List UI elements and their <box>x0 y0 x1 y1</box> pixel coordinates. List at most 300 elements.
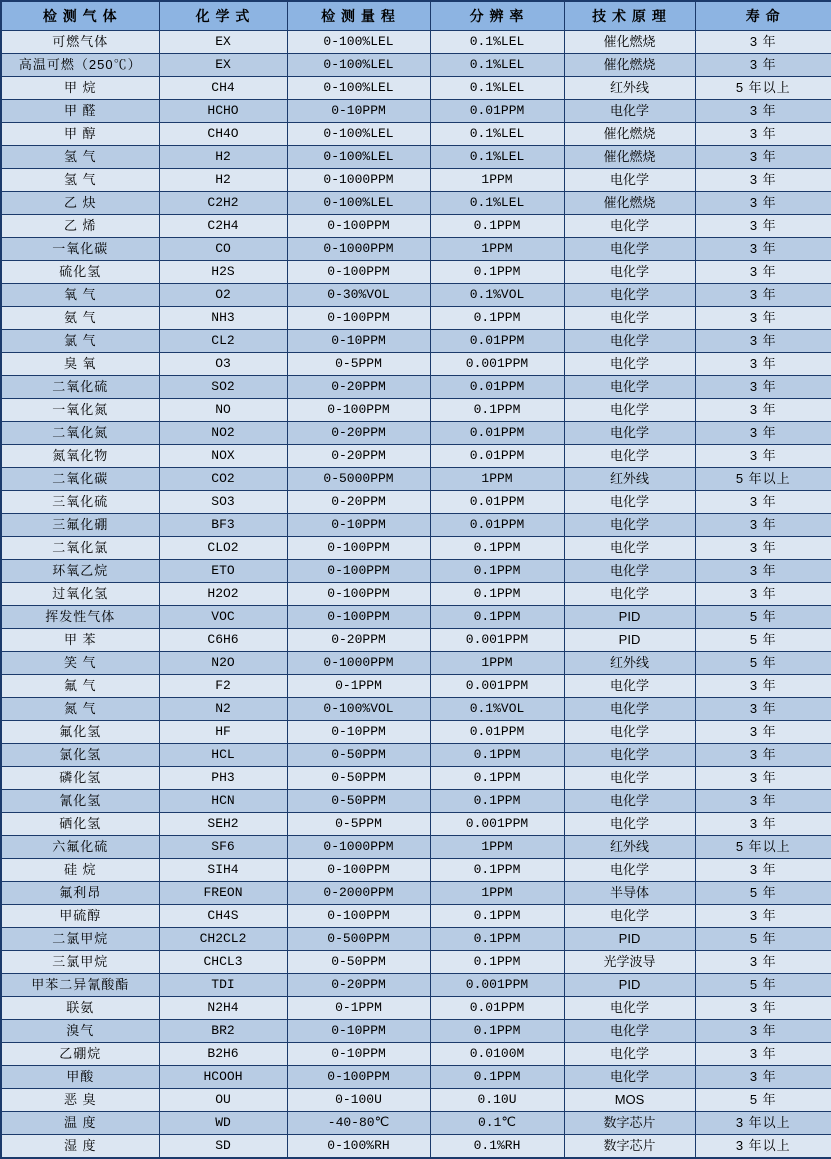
cell-technology: 催化燃烧 <box>564 31 695 54</box>
table-row <box>1 31 831 54</box>
table-row <box>1 560 831 583</box>
cell-chemical-formula: CL2 <box>159 330 287 353</box>
table-row <box>1 307 831 330</box>
table-header <box>1 1 831 31</box>
cell-lifespan: 5 年 <box>695 652 831 675</box>
cell-gas-name: 环氧乙烷 <box>1 560 159 583</box>
table-row <box>1 882 831 905</box>
cell-chemical-formula: SIH4 <box>159 859 287 882</box>
cell-gas-name: 硒化氢 <box>1 813 159 836</box>
cell-lifespan: 3 年 <box>695 445 831 468</box>
table-row <box>1 491 831 514</box>
cell-technology: 电化学 <box>564 813 695 836</box>
cell-gas-name: 硅 烷 <box>1 859 159 882</box>
cell-resolution: 0.001PPM <box>430 675 564 698</box>
cell-chemical-formula: HCHO <box>159 100 287 123</box>
cell-lifespan: 5 年 <box>695 629 831 652</box>
cell-gas-name: 可燃气体 <box>1 31 159 54</box>
table-row <box>1 169 831 192</box>
cell-detection-range: 0-100%VOL <box>287 698 430 721</box>
cell-lifespan: 3 年 <box>695 744 831 767</box>
cell-resolution: 0.1PPM <box>430 951 564 974</box>
cell-resolution: 0.1%LEL <box>430 31 564 54</box>
cell-chemical-formula: B2H6 <box>159 1043 287 1066</box>
cell-detection-range: 0-1000PPM <box>287 652 430 675</box>
cell-detection-range: 0-20PPM <box>287 974 430 997</box>
cell-detection-range: 0-100PPM <box>287 215 430 238</box>
cell-detection-range: 0-100PPM <box>287 261 430 284</box>
cell-detection-range: 0-20PPM <box>287 445 430 468</box>
cell-chemical-formula: EX <box>159 31 287 54</box>
cell-chemical-formula: WD <box>159 1112 287 1135</box>
table-row <box>1 100 831 123</box>
cell-chemical-formula: ETO <box>159 560 287 583</box>
cell-resolution: 1PPM <box>430 468 564 491</box>
table-row <box>1 54 831 77</box>
cell-resolution: 0.1PPM <box>430 767 564 790</box>
cell-resolution: 0.01PPM <box>430 997 564 1020</box>
cell-lifespan: 5 年 <box>695 928 831 951</box>
column-header-lifespan: 寿 命 <box>695 1 831 31</box>
cell-technology: 光学波导 <box>564 951 695 974</box>
cell-detection-range: 0-10PPM <box>287 1043 430 1066</box>
cell-chemical-formula: N2H4 <box>159 997 287 1020</box>
cell-gas-name: 氟 气 <box>1 675 159 698</box>
cell-lifespan: 3 年 <box>695 1020 831 1043</box>
cell-technology: 数字芯片 <box>564 1135 695 1159</box>
cell-technology: 红外线 <box>564 652 695 675</box>
cell-lifespan: 5 年 <box>695 1089 831 1112</box>
cell-gas-name: 一氧化碳 <box>1 238 159 261</box>
cell-resolution: 0.1PPM <box>430 606 564 629</box>
table-row <box>1 1112 831 1135</box>
table-row <box>1 353 831 376</box>
cell-lifespan: 3 年 <box>695 790 831 813</box>
cell-chemical-formula: HCOOH <box>159 1066 287 1089</box>
cell-resolution: 0.1PPM <box>430 307 564 330</box>
cell-chemical-formula: CHCL3 <box>159 951 287 974</box>
cell-lifespan: 3 年 <box>695 422 831 445</box>
cell-resolution: 0.1PPM <box>430 859 564 882</box>
cell-lifespan: 3 年 <box>695 238 831 261</box>
cell-resolution: 0.1PPM <box>430 905 564 928</box>
cell-lifespan: 3 年 <box>695 859 831 882</box>
cell-chemical-formula: BF3 <box>159 514 287 537</box>
cell-detection-range: 0-100%LEL <box>287 77 430 100</box>
cell-lifespan: 3 年 <box>695 813 831 836</box>
cell-detection-range: 0-5000PPM <box>287 468 430 491</box>
cell-gas-name: 联氨 <box>1 997 159 1020</box>
cell-detection-range: 0-20PPM <box>287 491 430 514</box>
cell-detection-range: 0-100%LEL <box>287 54 430 77</box>
cell-technology: 电化学 <box>564 100 695 123</box>
cell-chemical-formula: SF6 <box>159 836 287 859</box>
column-header-gas-name: 检 测 气 体 <box>1 1 159 31</box>
table-row <box>1 836 831 859</box>
column-header-detection-range: 检 测 量 程 <box>287 1 430 31</box>
cell-detection-range: 0-50PPM <box>287 951 430 974</box>
cell-detection-range: 0-100%RH <box>287 1135 430 1159</box>
cell-resolution: 0.1PPM <box>430 537 564 560</box>
cell-detection-range: 0-100U <box>287 1089 430 1112</box>
table-row <box>1 445 831 468</box>
cell-gas-name: 氯化氢 <box>1 744 159 767</box>
cell-resolution: 0.1%VOL <box>430 698 564 721</box>
cell-gas-name: 三氧化硫 <box>1 491 159 514</box>
cell-technology: 半导体 <box>564 882 695 905</box>
cell-chemical-formula: SO3 <box>159 491 287 514</box>
cell-technology: 数字芯片 <box>564 1112 695 1135</box>
cell-technology: 电化学 <box>564 1066 695 1089</box>
cell-detection-range: 0-50PPM <box>287 767 430 790</box>
cell-technology: PID <box>564 974 695 997</box>
cell-technology: 电化学 <box>564 284 695 307</box>
cell-lifespan: 3 年 <box>695 261 831 284</box>
cell-gas-name: 氨 气 <box>1 307 159 330</box>
cell-technology: 电化学 <box>564 1020 695 1043</box>
cell-resolution: 0.1%LEL <box>430 77 564 100</box>
cell-detection-range: 0-10PPM <box>287 514 430 537</box>
cell-resolution: 0.01PPM <box>430 721 564 744</box>
cell-gas-name: 笑 气 <box>1 652 159 675</box>
cell-resolution: 0.001PPM <box>430 813 564 836</box>
table-row <box>1 537 831 560</box>
cell-chemical-formula: SO2 <box>159 376 287 399</box>
cell-chemical-formula: H2S <box>159 261 287 284</box>
cell-lifespan: 3 年 <box>695 583 831 606</box>
cell-gas-name: 二氯甲烷 <box>1 928 159 951</box>
cell-chemical-formula: BR2 <box>159 1020 287 1043</box>
cell-gas-name: 挥发性气体 <box>1 606 159 629</box>
cell-chemical-formula: H2 <box>159 146 287 169</box>
cell-chemical-formula: H2 <box>159 169 287 192</box>
cell-lifespan: 3 年 <box>695 284 831 307</box>
cell-detection-range: 0-5PPM <box>287 813 430 836</box>
cell-lifespan: 3 年 <box>695 514 831 537</box>
cell-resolution: 0.1PPM <box>430 790 564 813</box>
cell-detection-range: 0-100PPM <box>287 606 430 629</box>
cell-resolution: 0.01PPM <box>430 100 564 123</box>
table-row <box>1 284 831 307</box>
cell-resolution: 0.01PPM <box>430 514 564 537</box>
cell-technology: 红外线 <box>564 836 695 859</box>
cell-resolution: 0.1PPM <box>430 744 564 767</box>
cell-resolution: 0.1PPM <box>430 399 564 422</box>
table-row <box>1 744 831 767</box>
cell-detection-range: 0-1PPM <box>287 997 430 1020</box>
cell-chemical-formula: TDI <box>159 974 287 997</box>
cell-detection-range: 0-100PPM <box>287 307 430 330</box>
cell-resolution: 0.001PPM <box>430 974 564 997</box>
cell-chemical-formula: NO <box>159 399 287 422</box>
cell-detection-range: 0-100PPM <box>287 583 430 606</box>
table-row <box>1 146 831 169</box>
table-row <box>1 514 831 537</box>
cell-resolution: 0.1PPM <box>430 261 564 284</box>
cell-technology: 电化学 <box>564 1043 695 1066</box>
cell-resolution: 0.01PPM <box>430 491 564 514</box>
cell-gas-name: 甲 烷 <box>1 77 159 100</box>
table-row <box>1 1020 831 1043</box>
cell-chemical-formula: N2 <box>159 698 287 721</box>
cell-resolution: 0.1PPM <box>430 215 564 238</box>
cell-chemical-formula: NOX <box>159 445 287 468</box>
cell-gas-name: 乙 烯 <box>1 215 159 238</box>
cell-chemical-formula: CH4S <box>159 905 287 928</box>
cell-technology: 电化学 <box>564 491 695 514</box>
cell-resolution: 0.1PPM <box>430 1066 564 1089</box>
cell-detection-range: 0-100%LEL <box>287 123 430 146</box>
cell-lifespan: 3 年 <box>695 560 831 583</box>
cell-chemical-formula: CH2CL2 <box>159 928 287 951</box>
cell-detection-range: 0-5PPM <box>287 353 430 376</box>
table-row <box>1 238 831 261</box>
cell-lifespan: 5 年以上 <box>695 836 831 859</box>
cell-lifespan: 3 年 <box>695 951 831 974</box>
table-row <box>1 261 831 284</box>
cell-gas-name: 甲 苯 <box>1 629 159 652</box>
table-row <box>1 1135 831 1159</box>
cell-technology: 催化燃烧 <box>564 146 695 169</box>
cell-detection-range: 0-500PPM <box>287 928 430 951</box>
cell-resolution: 1PPM <box>430 836 564 859</box>
cell-resolution: 0.01PPM <box>430 445 564 468</box>
cell-chemical-formula: N2O <box>159 652 287 675</box>
cell-lifespan: 3 年 <box>695 698 831 721</box>
table-row <box>1 1043 831 1066</box>
cell-technology: 电化学 <box>564 353 695 376</box>
table-row <box>1 951 831 974</box>
cell-gas-name: 乙 炔 <box>1 192 159 215</box>
cell-chemical-formula: CLO2 <box>159 537 287 560</box>
cell-detection-range: 0-100PPM <box>287 560 430 583</box>
table-row <box>1 1066 831 1089</box>
cell-gas-name: 氮氧化物 <box>1 445 159 468</box>
cell-technology: 电化学 <box>564 261 695 284</box>
cell-lifespan: 3 年 <box>695 54 831 77</box>
cell-lifespan: 5 年 <box>695 882 831 905</box>
cell-technology: 电化学 <box>564 905 695 928</box>
cell-resolution: 1PPM <box>430 652 564 675</box>
cell-resolution: 1PPM <box>430 169 564 192</box>
cell-technology: 电化学 <box>564 767 695 790</box>
cell-chemical-formula: VOC <box>159 606 287 629</box>
table-header-row <box>1 1 831 31</box>
cell-lifespan: 5 年 <box>695 606 831 629</box>
cell-gas-name: 恶 臭 <box>1 1089 159 1112</box>
cell-detection-range: 0-100PPM <box>287 905 430 928</box>
cell-chemical-formula: O2 <box>159 284 287 307</box>
cell-gas-name: 二氧化碳 <box>1 468 159 491</box>
table-row <box>1 813 831 836</box>
table-row <box>1 767 831 790</box>
cell-resolution: 0.01PPM <box>430 376 564 399</box>
cell-technology: 电化学 <box>564 859 695 882</box>
cell-lifespan: 5 年 <box>695 974 831 997</box>
cell-technology: 电化学 <box>564 698 695 721</box>
column-header-technology: 技 术 原 理 <box>564 1 695 31</box>
cell-technology: 红外线 <box>564 468 695 491</box>
cell-gas-name: 过氧化氢 <box>1 583 159 606</box>
cell-lifespan: 3 年 <box>695 146 831 169</box>
cell-chemical-formula: NO2 <box>159 422 287 445</box>
cell-technology: 电化学 <box>564 376 695 399</box>
table-row <box>1 790 831 813</box>
cell-chemical-formula: HF <box>159 721 287 744</box>
cell-detection-range: 0-10PPM <box>287 721 430 744</box>
cell-lifespan: 3 年 <box>695 215 831 238</box>
cell-lifespan: 3 年 <box>695 491 831 514</box>
cell-gas-name: 溴气 <box>1 1020 159 1043</box>
cell-technology: 电化学 <box>564 399 695 422</box>
cell-lifespan: 3 年 <box>695 353 831 376</box>
cell-gas-name: 六氟化硫 <box>1 836 159 859</box>
cell-technology: 电化学 <box>564 169 695 192</box>
cell-resolution: 0.1%LEL <box>430 54 564 77</box>
cell-gas-name: 氟利昂 <box>1 882 159 905</box>
cell-chemical-formula: OU <box>159 1089 287 1112</box>
cell-detection-range: 0-1000PPM <box>287 836 430 859</box>
cell-resolution: 0.1%VOL <box>430 284 564 307</box>
cell-gas-name: 氯 气 <box>1 330 159 353</box>
cell-resolution: 0.1%LEL <box>430 192 564 215</box>
table-row <box>1 928 831 951</box>
cell-detection-range: 0-1000PPM <box>287 169 430 192</box>
table-row <box>1 330 831 353</box>
cell-technology: 电化学 <box>564 445 695 468</box>
cell-detection-range: 0-100%LEL <box>287 192 430 215</box>
table-row <box>1 399 831 422</box>
cell-technology: 电化学 <box>564 330 695 353</box>
cell-gas-name: 氟化氢 <box>1 721 159 744</box>
cell-detection-range: 0-100PPM <box>287 537 430 560</box>
cell-gas-name: 二氧化氯 <box>1 537 159 560</box>
cell-gas-name: 氢 气 <box>1 146 159 169</box>
table-row <box>1 77 831 100</box>
cell-resolution: 0.1%LEL <box>430 123 564 146</box>
table-row <box>1 123 831 146</box>
table-row <box>1 629 831 652</box>
cell-technology: 电化学 <box>564 560 695 583</box>
cell-chemical-formula: CO <box>159 238 287 261</box>
cell-lifespan: 3 年 <box>695 31 831 54</box>
cell-chemical-formula: NH3 <box>159 307 287 330</box>
cell-detection-range: 0-20PPM <box>287 629 430 652</box>
cell-resolution: 0.10U <box>430 1089 564 1112</box>
cell-gas-name: 一氧化氮 <box>1 399 159 422</box>
cell-lifespan: 5 年以上 <box>695 77 831 100</box>
cell-chemical-formula: PH3 <box>159 767 287 790</box>
cell-lifespan: 3 年 <box>695 192 831 215</box>
cell-technology: 电化学 <box>564 744 695 767</box>
cell-lifespan: 3 年 <box>695 767 831 790</box>
table-row <box>1 192 831 215</box>
cell-lifespan: 3 年 <box>695 537 831 560</box>
cell-resolution: 1PPM <box>430 882 564 905</box>
cell-resolution: 0.01PPM <box>430 330 564 353</box>
column-header-resolution: 分 辨 率 <box>430 1 564 31</box>
cell-lifespan: 3 年以上 <box>695 1112 831 1135</box>
cell-technology: 催化燃烧 <box>564 192 695 215</box>
cell-gas-name: 甲苯二异氰酸酯 <box>1 974 159 997</box>
cell-resolution: 0.1PPM <box>430 928 564 951</box>
cell-technology: PID <box>564 928 695 951</box>
table-row <box>1 905 831 928</box>
cell-chemical-formula: O3 <box>159 353 287 376</box>
cell-gas-name: 氮 气 <box>1 698 159 721</box>
cell-detection-range: 0-1PPM <box>287 675 430 698</box>
cell-chemical-formula: CH4O <box>159 123 287 146</box>
cell-lifespan: 5 年以上 <box>695 468 831 491</box>
cell-lifespan: 3 年 <box>695 721 831 744</box>
cell-lifespan: 3 年 <box>695 330 831 353</box>
cell-lifespan: 3 年 <box>695 997 831 1020</box>
cell-gas-name: 甲酸 <box>1 1066 159 1089</box>
cell-chemical-formula: C6H6 <box>159 629 287 652</box>
cell-gas-name: 二氧化氮 <box>1 422 159 445</box>
cell-technology: 电化学 <box>564 422 695 445</box>
table-row <box>1 583 831 606</box>
table-row <box>1 675 831 698</box>
cell-detection-range: 0-10PPM <box>287 330 430 353</box>
table-row <box>1 215 831 238</box>
cell-detection-range: 0-2000PPM <box>287 882 430 905</box>
cell-chemical-formula: CO2 <box>159 468 287 491</box>
cell-resolution: 0.0100M <box>430 1043 564 1066</box>
cell-detection-range: 0-30%VOL <box>287 284 430 307</box>
table-row <box>1 376 831 399</box>
cell-chemical-formula: C2H4 <box>159 215 287 238</box>
cell-resolution: 0.001PPM <box>430 629 564 652</box>
cell-gas-name: 磷化氢 <box>1 767 159 790</box>
cell-technology: 电化学 <box>564 238 695 261</box>
cell-detection-range: 0-100PPM <box>287 1066 430 1089</box>
table-row <box>1 698 831 721</box>
cell-technology: 电化学 <box>564 514 695 537</box>
cell-lifespan: 3 年 <box>695 1066 831 1089</box>
cell-technology: 电化学 <box>564 537 695 560</box>
cell-detection-range: 0-50PPM <box>287 744 430 767</box>
cell-resolution: 0.01PPM <box>430 422 564 445</box>
cell-lifespan: 3 年 <box>695 905 831 928</box>
cell-gas-name: 温 度 <box>1 1112 159 1135</box>
cell-resolution: 0.1PPM <box>430 560 564 583</box>
table-row <box>1 652 831 675</box>
cell-technology: 催化燃烧 <box>564 123 695 146</box>
table-row <box>1 606 831 629</box>
cell-chemical-formula: HCL <box>159 744 287 767</box>
cell-chemical-formula: EX <box>159 54 287 77</box>
cell-resolution: 0.1%LEL <box>430 146 564 169</box>
cell-technology: 电化学 <box>564 790 695 813</box>
table-row <box>1 997 831 1020</box>
cell-technology: 电化学 <box>564 721 695 744</box>
cell-technology: 红外线 <box>564 77 695 100</box>
cell-gas-name: 甲 醇 <box>1 123 159 146</box>
cell-resolution: 0.1PPM <box>430 583 564 606</box>
cell-gas-name: 湿 度 <box>1 1135 159 1159</box>
cell-resolution: 0.001PPM <box>430 353 564 376</box>
cell-detection-range: 0-100PPM <box>287 399 430 422</box>
cell-technology: MOS <box>564 1089 695 1112</box>
table-row <box>1 422 831 445</box>
cell-gas-name: 二氧化硫 <box>1 376 159 399</box>
cell-detection-range: 0-50PPM <box>287 790 430 813</box>
cell-chemical-formula: C2H2 <box>159 192 287 215</box>
cell-resolution: 0.1PPM <box>430 1020 564 1043</box>
cell-detection-range: 0-1000PPM <box>287 238 430 261</box>
cell-lifespan: 3 年 <box>695 376 831 399</box>
